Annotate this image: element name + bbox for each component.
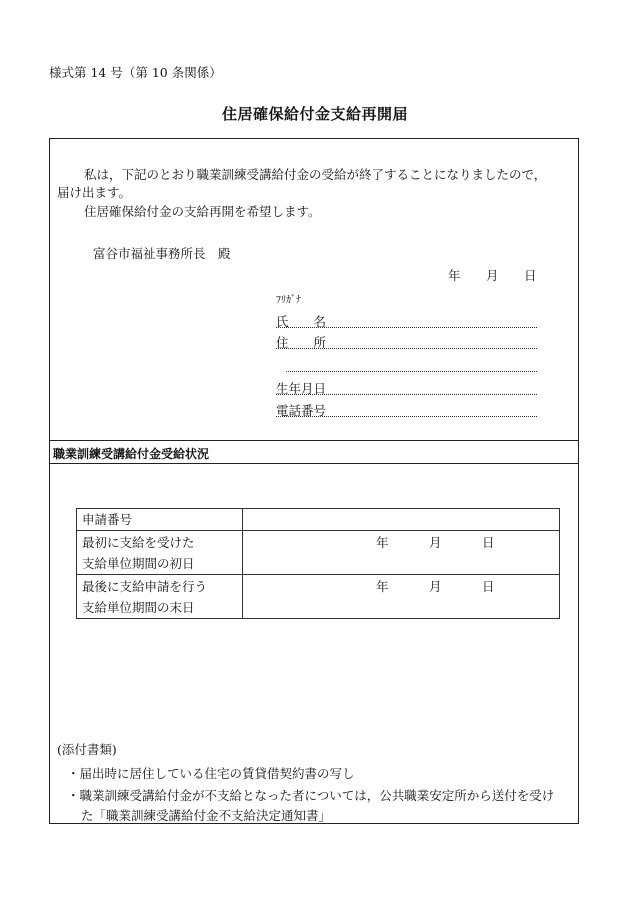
section-title: 職業訓練受講給付金受給状況 (53, 447, 210, 461)
application-number-label: 申請番号 (77, 509, 243, 531)
name-label: 氏 名 (276, 314, 327, 329)
first-period-label-line-2: 支給単位期間の初日 (82, 555, 195, 571)
first-date-year-label: 年 (376, 535, 389, 550)
first-date-day-label: 日 (482, 535, 495, 550)
addressee: 富谷市福祉事務所長 殿 (93, 246, 231, 261)
first-period-date[interactable] (243, 531, 560, 575)
last-period-date[interactable] (243, 575, 560, 619)
last-period-label-line-2: 支給単位期間の末日 (82, 599, 195, 615)
furigana-label: ﾌﾘｶﾞﾅ (276, 295, 301, 306)
first-period-label (77, 531, 243, 575)
attachment-item-2: ・職業訓練受講給付金が不支給となった者については，公共職業安定所から送付を受け (67, 788, 555, 803)
page-title: 住居確保給付金支給再開届 (221, 105, 408, 123)
application-number-value[interactable] (243, 509, 560, 531)
form-number: 様式第 14 号（第 10 条関係） (49, 65, 222, 80)
last-date-month-label: 月 (429, 579, 442, 594)
declaration-line-3: 住居確保給付金の支給再開を希望します。 (84, 204, 321, 219)
phone-line[interactable] (276, 416, 537, 417)
date-day-label: 日 (524, 268, 537, 283)
table-row (77, 509, 560, 531)
date-year-label: 年 (448, 268, 461, 283)
name-line[interactable] (276, 327, 537, 328)
last-period-label-line-1: 最後に支給申請を行う (82, 578, 208, 594)
declaration-line-1: 私は，下記のとおり職業訓練受講給付金の受給が終了することになりましたので， (84, 167, 547, 182)
attachments-heading: (添付書類) (57, 742, 117, 757)
table-row (77, 575, 560, 619)
birthdate-label: 生年月日 (276, 381, 327, 396)
attachment-item-1: ・届出時に居住している住宅の賃貸借契約書の写し (67, 766, 355, 781)
last-date-day-label: 日 (482, 579, 495, 594)
date-month-label: 月 (486, 268, 499, 283)
status-table (76, 508, 560, 619)
address-label: 住 所 (276, 335, 327, 350)
first-period-label-line-1: 最初に支給を受けた (82, 534, 195, 550)
table-row (77, 531, 560, 575)
address-line[interactable] (276, 348, 537, 349)
declaration-line-2: 届け出ます。 (57, 185, 132, 200)
address-line-2[interactable] (286, 371, 537, 372)
first-date-month-label: 月 (429, 535, 442, 550)
attachment-item-2-continued: た「職業訓練受講給付金不支給決定通知書」 (81, 808, 332, 823)
phone-label: 電話番号 (276, 403, 327, 418)
birthdate-line[interactable] (276, 394, 537, 395)
last-date-year-label: 年 (376, 579, 389, 594)
last-period-label (77, 575, 243, 619)
